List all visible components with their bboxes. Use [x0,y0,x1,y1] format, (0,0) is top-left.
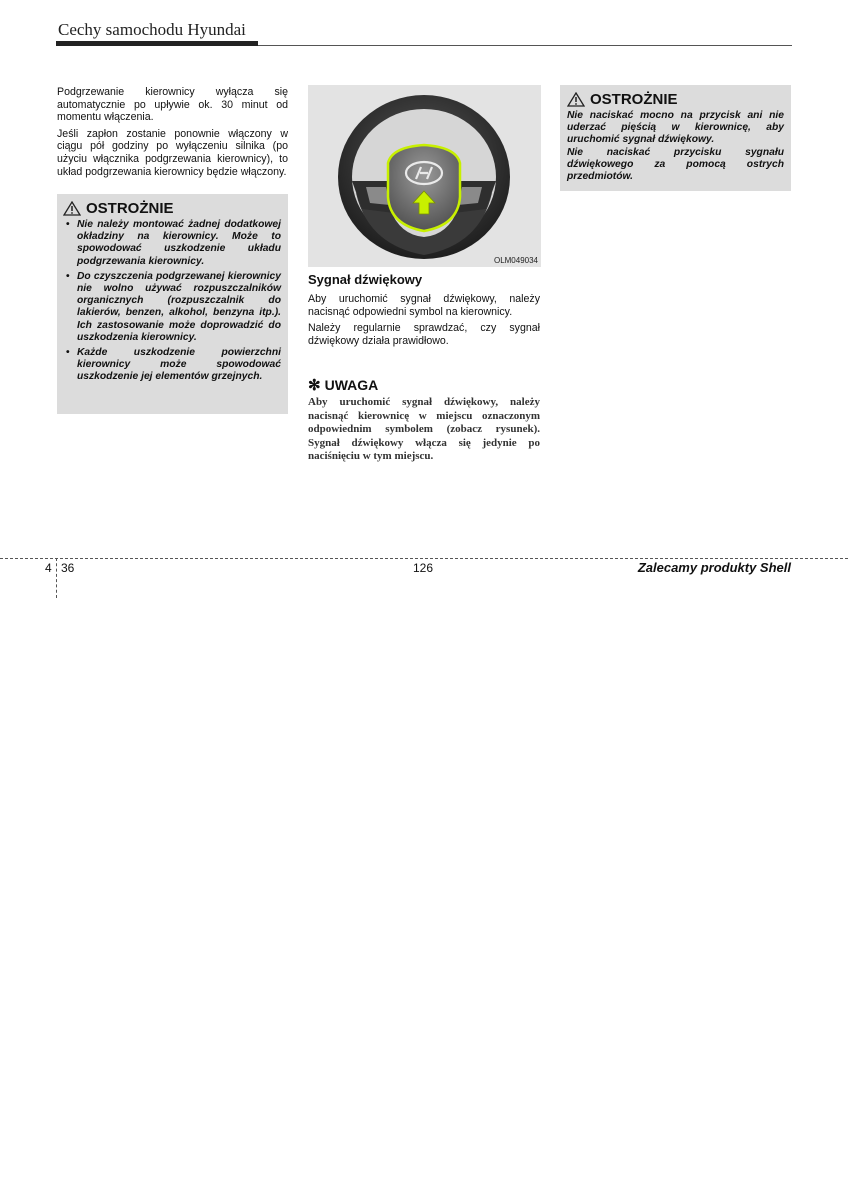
middle-text [308,293,540,351]
warning-triangle-icon [567,92,585,107]
header-title: Cechy samochodu Hyundai [58,20,246,39]
caution-heading [63,200,281,217]
note-title: UWAGA [324,377,379,393]
note-symbol: ✻ [308,377,321,394]
header-rule [258,45,792,46]
note-text: Aby uruchomić sygnał dźwiękowy, należy nacisnąć kierownicę w miejscu oznaczonym odpowiednim symbolem (zobacz rysunek). Sygnał dźwiękowy włącza się jedynie po naciśnięciu w tym miejscu. [308,396,540,463]
bullet: • [66,219,70,230]
footer-dashed-divider [56,558,57,598]
caution-title: OSTROŻNIE [590,91,678,108]
intro-paragraph-1: Podgrzewanie kierownicy wyłącza się automatycznie po upływie ok. 30 minut od momentu włączenia. [57,86,288,124]
note-heading [308,376,378,394]
caution-paragraph-2: Nie naciskać przycisku sygnału dźwiękowego za pomocą ostrych przedmiotów. [567,146,784,183]
intro-paragraph-2: Jeśli zapłon zostanie ponownie włączony w ciągu pół godziny po wyłączeniu silnika (po użyciu włącznika podgrzewania kierownicy), to układ podgrzewania kierownicy będzie włączony. [57,127,288,178]
header-bar [56,41,258,46]
list-item [63,219,281,268]
caution-box-right [560,85,791,191]
list-item [63,347,281,384]
list-item [63,271,281,344]
figure-code: OLM049034 [493,256,538,265]
footer-sponsor-text: Zalecamy produkty Shell [637,560,791,575]
left-intro [57,86,288,182]
caution-paragraph-1: Nie naciskać mocno na przycisk ani nie uderzać pięścią w kierownicę, aby uruchomić sygnał dźwiękowy. [567,110,784,146]
footer-chapter-number: 4 [45,561,52,575]
horn-paragraph-2: Należy regularnie sprawdzać, czy sygnał dźwiękowy działa prawidłowo. [308,322,540,347]
caution-list [63,219,281,384]
footer-dashed-line [0,558,848,559]
warning-triangle-icon [63,201,81,216]
steering-wheel-illustration [308,85,541,267]
steering-wheel-figure [308,85,541,267]
bullet: • [66,347,70,359]
section-title: Sygnał dźwiękowy [308,272,423,287]
list-item-text: Do czyszczenia podgrzewanej kierownicy nie wolno używać rozpuszczalników organicznych (rozpuszczalnik do lakierów, benzen, alkohol, benzyna itp.). Ich zastosowanie może doprowadzić do uszkodzenia kierownicy. [77,270,281,343]
caution-title: OSTROŻNIE [86,200,174,217]
horn-paragraph-1: Aby uruchomić sygnał dźwiękowy, należy nacisnąć odpowiedni symbol na kierownicy. [308,293,540,318]
list-item-text: Każde uszkodzenie powierzchni kierownicy może spowodować uszkodzenie jej elementów grzejnych. [77,347,281,383]
footer-page-number: 36 [61,561,75,575]
list-item-text: Nie należy montować żadnej dodatkowej okładziny na kierownicy. Może to spowodować uszkodzenie układu podgrzewania kierownicy. [77,219,281,267]
caution-box-left [57,194,288,414]
caution-heading [567,91,784,108]
bullet: • [66,270,70,282]
footer-center-number: 126 [413,561,434,575]
